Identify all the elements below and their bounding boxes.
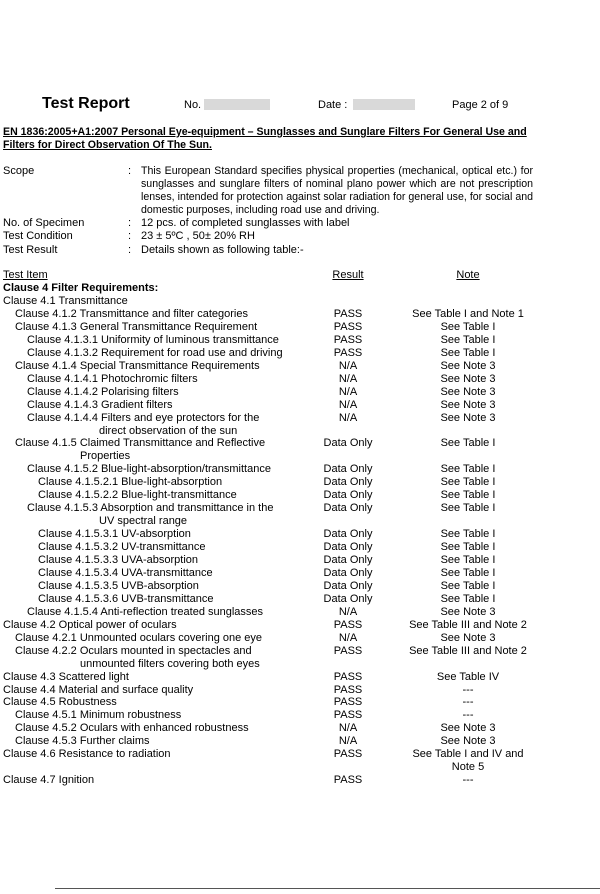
table-row-continuation: [0, 425, 600, 438]
result-value: N/A: [338, 735, 358, 748]
scope-label: Scope: [3, 165, 35, 177]
test-item-label: Clause 4.1.5.3.6 UVB-transmittance: [38, 592, 214, 605]
result-value: N/A: [338, 372, 358, 385]
test-item-label: Clause 4.1.5.3.5 UVB-absorption: [38, 579, 199, 592]
note-value: See Table I: [440, 528, 496, 541]
test-item-label-continuation: Properties: [80, 450, 131, 463]
specimen-colon: :: [128, 217, 132, 229]
table-row: [0, 347, 600, 360]
note-value: See Note 3: [440, 411, 496, 424]
table-row: [0, 735, 600, 748]
result-value: N/A: [338, 411, 358, 424]
test-item-label: Clause 4.1.5.3.4 UVA-transmittance: [38, 566, 213, 579]
page-indicator: Page 2 of 9: [452, 99, 509, 111]
table-row-continuation: [0, 515, 600, 528]
test-item-label: Clause 4.1.5.2 Blue-light-absorption/transmittance: [27, 463, 271, 476]
report-title: Test Report: [42, 95, 130, 112]
section-heading: Clause 4 Filter Requirements:: [3, 282, 159, 294]
table-row: [0, 528, 600, 541]
result-value: PASS: [333, 683, 363, 696]
condition-colon: :: [128, 230, 132, 242]
result-value: N/A: [338, 722, 358, 735]
result-value: N/A: [338, 359, 358, 372]
scope-colon: :: [128, 165, 132, 177]
note-value: ---: [462, 683, 474, 696]
note-value: See Note 3: [440, 398, 496, 411]
table-row: [0, 619, 600, 632]
result-value: Data Only: [323, 554, 373, 566]
note-value: See Note 3: [440, 722, 496, 735]
test-item-label: Clause 4.3 Scattered light: [3, 670, 129, 683]
test-item-label: Clause 4.1.5.2.1 Blue-light-absorption: [38, 476, 223, 489]
table-row: [0, 360, 600, 373]
table-row: [0, 502, 600, 515]
result-value: N/A: [338, 631, 358, 644]
table-row: [0, 554, 600, 567]
test-item-label: Clause 4.2.1 Unmounted oculars covering one eye: [15, 631, 263, 644]
test-item-label: Clause 4.1.3.1 Uniformity of luminous transmittance: [27, 333, 279, 346]
result-value: Data Only: [323, 437, 373, 450]
table-row: [0, 593, 600, 606]
test-item-label: Clause 4.1.3.2 Requirement for road use and driving: [27, 346, 283, 359]
result-value: PASS: [333, 320, 363, 333]
redacted-date: [353, 99, 415, 110]
table-row: [0, 437, 600, 450]
test-item-label: Clause 4.5.2 Oculars with enhanced robustness: [15, 722, 249, 735]
report-number-label: No.: [184, 99, 202, 111]
table-row: [0, 334, 600, 347]
test-item-label: Clause 4.7 Ignition: [3, 774, 95, 787]
note-value-continuation: Note 5: [451, 761, 485, 774]
date-label: Date :: [318, 99, 348, 111]
table-row: [0, 373, 600, 386]
table-row: [0, 632, 600, 645]
test-item-label: Clause 4.1.5 Claimed Transmittance and Reflective: [15, 437, 266, 450]
result-value: Data Only: [323, 592, 373, 605]
table-row: [0, 567, 600, 580]
test-item-label-continuation: direct observation of the sun: [99, 424, 238, 437]
condition-label: Test Condition: [3, 230, 73, 242]
result-value: PASS: [333, 670, 363, 683]
table-row: [0, 671, 600, 684]
result-value: N/A: [338, 385, 358, 398]
result-value: PASS: [333, 618, 363, 631]
note-value: See Table I: [440, 554, 496, 566]
specimen-label: No. of Specimen: [3, 217, 85, 229]
column-header-note: Note: [456, 269, 480, 281]
table-row: [0, 412, 600, 425]
standard-title: EN 1836:2005+A1:2007 Personal Eye-equipment – Sunglasses and Sunglare Filters For General Use and Filters for Direct Observation Of The Sun.: [3, 126, 527, 151]
note-value: See Table I: [440, 320, 496, 333]
result-value: N/A: [338, 398, 358, 411]
table-row: [0, 295, 600, 308]
test-item-label: Clause 4.1.4.4 Filters and eye protectors for the: [27, 411, 260, 424]
test-item-label: Clause 4.2.2 Oculars mounted in spectacles and: [15, 644, 252, 657]
table-row: [0, 580, 600, 593]
result-value: PASS: [333, 346, 363, 359]
test-item-label: Clause 4.1.4.1 Photochromic filters: [27, 372, 198, 385]
test-item-label: Clause 4.1.4.3 Gradient filters: [27, 398, 173, 411]
note-value: See Table I: [440, 333, 496, 346]
table-row: [0, 489, 600, 502]
table-row: [0, 399, 600, 412]
table-row-continuation: [0, 450, 600, 463]
result-value: PASS: [333, 333, 363, 346]
table-row: [0, 321, 600, 334]
test-result-colon: :: [128, 244, 132, 256]
result-value: PASS: [333, 696, 363, 709]
test-item-label: Clause 4.1.5.3.1 UV-absorption: [38, 528, 191, 541]
footer-divider: [55, 888, 600, 889]
table-row: [0, 476, 600, 489]
note-value: See Note 3: [440, 631, 496, 644]
result-value: PASS: [333, 307, 363, 320]
note-value: ---: [462, 696, 474, 709]
result-value: N/A: [338, 605, 358, 618]
result-value: Data Only: [323, 566, 373, 579]
test-item-label: Clause 4.5 Robustness: [3, 696, 117, 709]
note-value: See Table I: [440, 463, 496, 476]
test-item-label: Clause 4.5.1 Minimum robustness: [15, 709, 182, 722]
note-value: See Table I: [440, 541, 496, 554]
note-value: See Note 3: [440, 605, 496, 618]
result-value: Data Only: [323, 502, 373, 515]
result-value: Data Only: [323, 579, 373, 592]
test-item-label: Clause 4.2 Optical power of oculars: [3, 618, 177, 631]
result-value: Data Only: [323, 541, 373, 554]
note-value: See Table I and Note 1: [412, 307, 524, 320]
note-value: See Table I: [440, 579, 496, 592]
scope-text: This European Standard specifies physical properties (mechanical, optical etc.) for sunglasses and sunglare filters of nominal plano power which are not prescription lenses, intended for protection against solar radiation for general use, for social and domestic purposes, including road use and driving.: [141, 165, 533, 216]
test-item-label-continuation: UV spectral range: [99, 515, 188, 528]
test-item-label: Clause 4.6 Resistance to radiation: [3, 748, 171, 761]
note-value: See Table I and IV and: [412, 748, 524, 761]
result-value: PASS: [333, 748, 363, 761]
test-item-label: Clause 4.1.4.2 Polarising filters: [27, 385, 179, 398]
table-row: [0, 645, 600, 658]
column-header-test-item: Test Item: [3, 269, 48, 281]
test-item-label: Clause 4.1.5.3.2 UV-transmittance: [38, 541, 206, 554]
note-value: See Note 3: [440, 372, 496, 385]
test-item-label: Clause 4.5.3 Further claims: [15, 735, 150, 748]
result-value: Data Only: [323, 528, 373, 541]
table-row: [0, 696, 600, 709]
redacted-report-number: [204, 99, 270, 110]
table-row-continuation: [0, 761, 600, 774]
note-value: See Table I: [440, 437, 496, 450]
note-value: See Note 3: [440, 385, 496, 398]
note-value: See Table I: [440, 476, 496, 489]
condition-value: 23 ± 5ºC , 50± 20% RH: [141, 230, 255, 242]
test-item-label: Clause 4.4 Material and surface quality: [3, 683, 194, 696]
note-value: See Table I: [440, 592, 496, 605]
table-row: [0, 684, 600, 697]
table-row: [0, 774, 600, 787]
table-row: [0, 541, 600, 554]
column-header-result: Result: [332, 269, 364, 281]
test-result-value: Details shown as following table:-: [141, 244, 304, 256]
note-value: See Note 3: [440, 735, 496, 748]
test-item-label: Clause 4.1.5.4 Anti-reflection treated sunglasses: [27, 605, 264, 618]
note-value: See Table III and Note 2: [409, 618, 527, 631]
result-value: PASS: [333, 774, 363, 787]
note-value: See Table I: [440, 502, 496, 515]
result-value: Data Only: [323, 463, 373, 476]
table-row: [0, 748, 600, 761]
test-result-label: Test Result: [3, 244, 58, 256]
test-item-label: Clause 4.1.5.2.2 Blue-light-transmittance: [38, 489, 237, 502]
test-item-label: Clause 4.1.5.3.3 UVA-absorption: [38, 554, 198, 566]
result-value: Data Only: [323, 489, 373, 502]
note-value: See Table I: [440, 566, 496, 579]
note-value: ---: [462, 774, 474, 787]
test-item-label-continuation: unmounted filters covering both eyes: [80, 657, 260, 670]
test-item-label: Clause 4.1.2 Transmittance and filter categories: [15, 307, 248, 320]
note-value: See Table III and Note 2: [409, 644, 527, 657]
note-value: See Note 3: [440, 359, 496, 372]
table-row: [0, 308, 600, 321]
specimen-value: 12 pcs. of completed sunglasses with label: [141, 217, 350, 229]
table-row: [0, 386, 600, 399]
test-item-label: Clause 4.1 Transmittance: [3, 295, 128, 307]
note-value: See Table IV: [436, 670, 500, 683]
result-value: Data Only: [323, 476, 373, 489]
note-value: See Table I: [440, 489, 496, 502]
table-row: [0, 606, 600, 619]
result-value: PASS: [333, 644, 363, 657]
table-row: [0, 709, 600, 722]
result-value: PASS: [333, 709, 363, 722]
table-row: [0, 722, 600, 735]
note-value: ---: [462, 709, 474, 722]
test-item-label: Clause 4.1.5.3 Absorption and transmittance in the: [27, 502, 274, 515]
table-row: [0, 463, 600, 476]
test-item-label: Clause 4.1.3 General Transmittance Requirement: [15, 320, 258, 333]
test-item-label: Clause 4.1.4 Special Transmittance Requirements: [15, 359, 260, 372]
note-value: See Table I: [440, 346, 496, 359]
table-row-continuation: [0, 658, 600, 671]
